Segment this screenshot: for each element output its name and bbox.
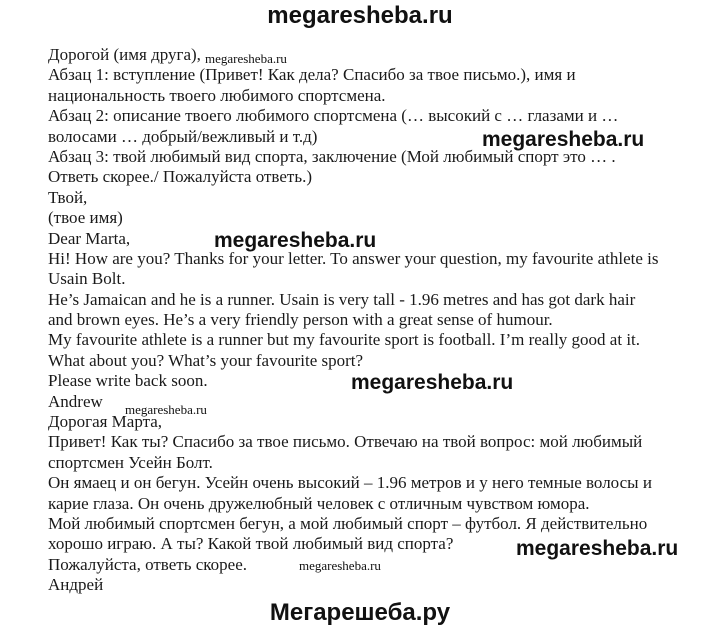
watermark-large: megaresheba.ru [482,128,645,151]
text-line: Абзац 2: описание твоего любимого спортсмена (… высокий с … глазами и … [48,106,619,126]
text-line: Andrew [48,391,103,411]
text-line: Please write back soon. [48,371,208,391]
text-line: Ответь скорее./ Пожалуйста ответь.) [48,167,312,187]
text-line: Hi! How are you? Thanks for your letter. To answer your question, my favourite athlete is [48,248,659,268]
text-line: and brown eyes. He’s a very friendly person with a great sense of humour. [48,310,553,330]
text-line: Абзац 3: твой любимый вид спорта, заключение (Мой любимый спорт это … . [48,146,616,166]
text-line: (твое имя) [48,208,123,228]
text-line: My favourite athlete is a runner but my favourite sport is football. I’m really good at it. [48,330,641,350]
text-line: Dear Marta, [48,228,131,248]
text-line: Мой любимый спортсмен бегун, а мой любимый спорт – футбол. Я действительно [48,513,648,533]
text-line: Usain Bolt. [48,269,126,289]
watermark-small: megaresheba.ru [125,402,207,417]
text-line: Абзац 1: вступление (Привет! Как дела? Спасибо за твое письмо.), имя и [48,65,576,85]
watermark-large: megaresheba.ru [351,371,514,394]
text-line: карие глаза. Он очень дружелюбный человек с отличным чувством юмора. [48,493,590,513]
text-line: Дорогой (имя друга), [48,45,201,64]
text-line: волосами … добрый/вежливый и т.д) [48,126,318,146]
text-line: Пожалуйста, ответь скорее. [48,554,247,574]
watermark-small: megaresheba.ru [299,558,381,573]
text-line: Привет! Как ты? Спасибо за твое письмо. Отвечаю на твой вопрос: мой любимый [48,432,643,452]
text-line: спортсмен Усейн Болт. [48,452,213,472]
watermark-small: megaresheba.ru [205,51,287,66]
site-footer: Мегарешеба.ру [269,599,451,626]
text-line: Он ямаец и он бегун. Усейн очень высокий – 1.96 метров и у него темные волосы и [48,473,652,493]
watermark-large: megaresheba.ru [214,229,377,252]
watermark-large: megaresheba.ru [516,537,679,560]
text-line: Дорогая Марта, [48,412,163,432]
text-line: хорошо играю. А ты? Какой твой любимый вид спорта? [48,534,454,554]
site-header: megaresheba.ru [267,2,453,29]
text-line: Андрей [48,575,104,595]
text-line: What about you? What’s your favourite sport? [48,350,364,370]
text-line: Твой, [48,187,88,207]
text-line: He’s Jamaican and he is a runner. Usain is very tall - 1.96 metres and has got dark hair [48,289,636,309]
text-line: национальность твоего любимого спортсмена. [48,85,386,105]
